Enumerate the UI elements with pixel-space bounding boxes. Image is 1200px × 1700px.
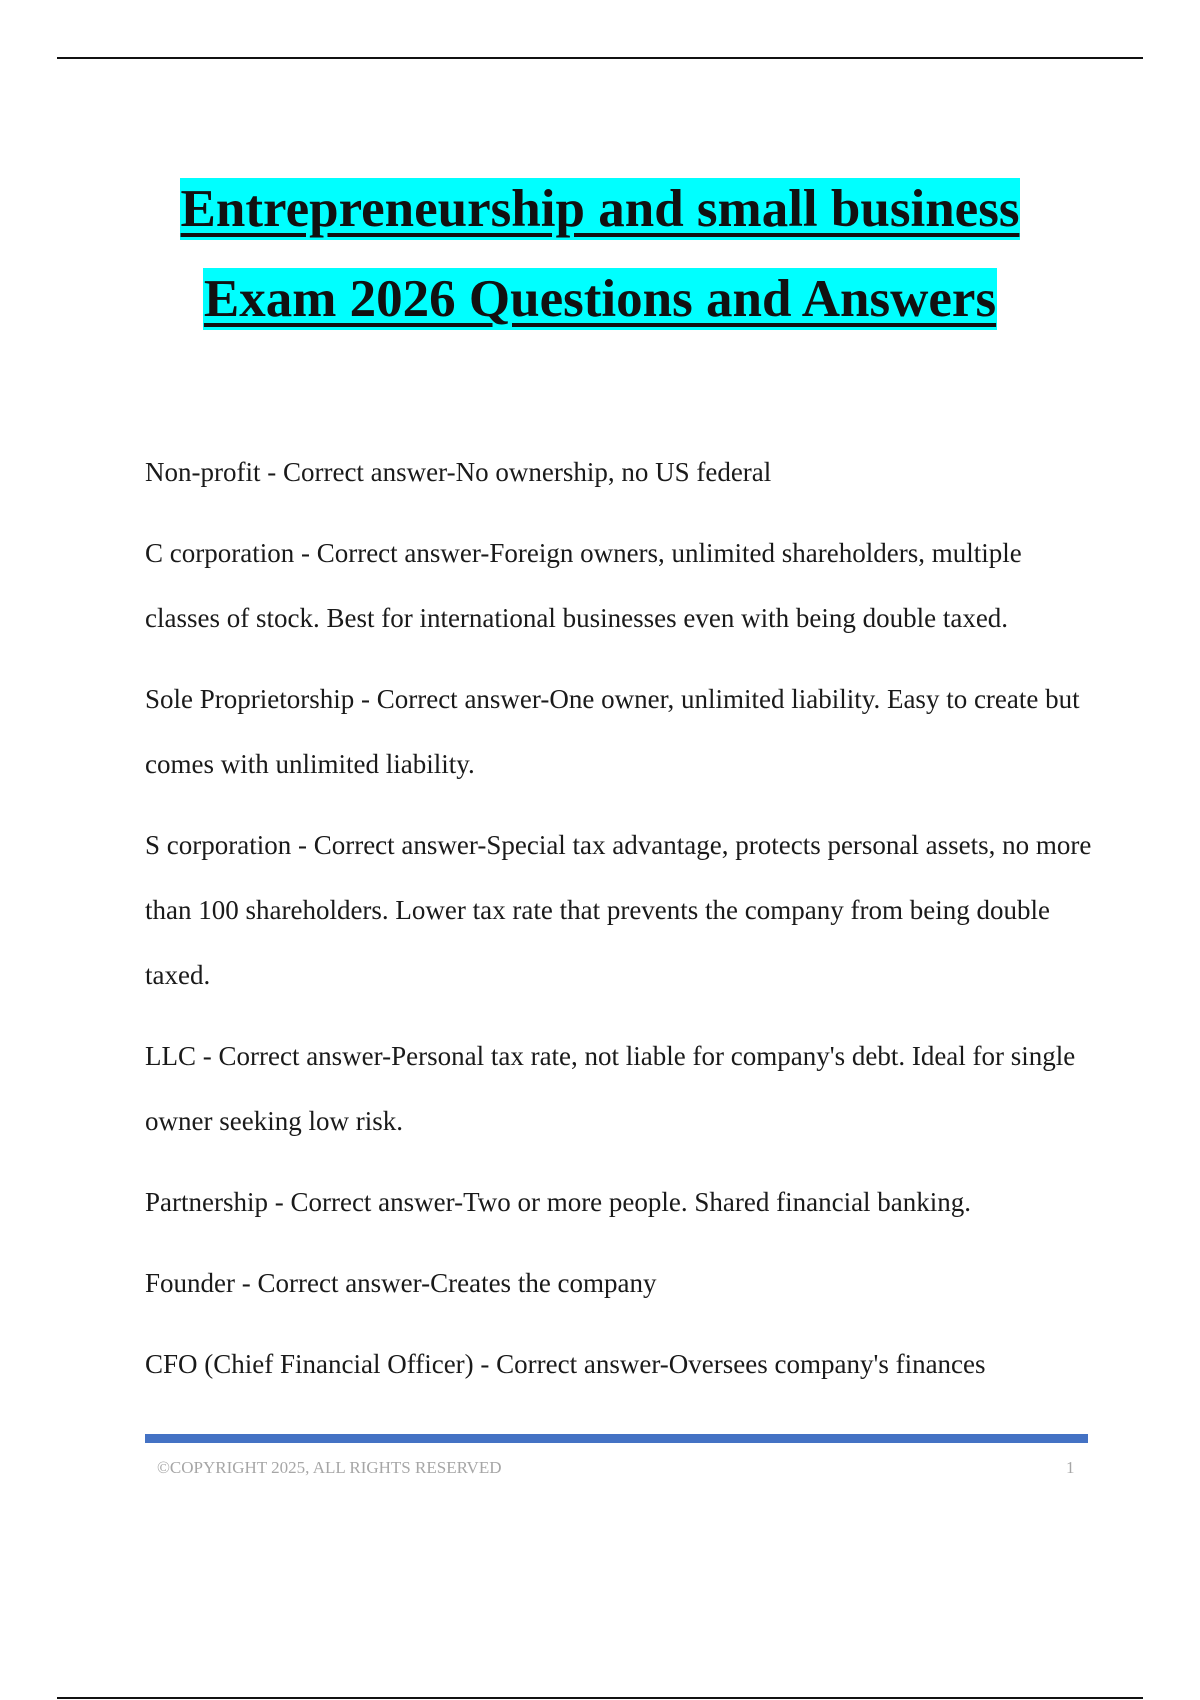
page-number: 1 xyxy=(1066,1458,1075,1477)
qa-entry: Sole Proprietorship - Correct answer-One owner, unlimited liability. Easy to create but comes with unlimited liability. xyxy=(145,684,1080,779)
qa-entry: C corporation - Correct answer-Foreign owners, unlimited shareholders, multiple classes of stock. Best for international businesses even with being double taxed. xyxy=(145,538,1022,633)
title-line-2: Exam 2026 Questions and Answers xyxy=(203,270,997,328)
top-rule xyxy=(57,57,1143,59)
qa-entry: CFO (Chief Financial Officer) - Correct answer-Oversees company's finances xyxy=(145,1349,986,1379)
footer-copyright: ©COPYRIGHT 2025, ALL RIGHTS RESERVED xyxy=(157,1458,502,1477)
document-title xyxy=(0,178,1200,330)
qa-list xyxy=(145,440,1095,1413)
qa-entry: S corporation - Correct answer-Special tax advantage, protects personal assets, no more than 100 shareholders. Lower tax rate that prevents the company from being double taxed. xyxy=(145,830,1092,990)
qa-entry: Founder - Correct answer-Creates the company xyxy=(145,1268,657,1298)
qa-entry: LLC - Correct answer-Personal tax rate, not liable for company's debt. Ideal for single owner seeking low risk. xyxy=(145,1041,1076,1136)
footer-divider xyxy=(145,1434,1088,1443)
qa-entry: Non-profit - Correct answer-No ownership, no US federal xyxy=(145,457,772,487)
qa-entry: Partnership - Correct answer-Two or more people. Shared financial banking. xyxy=(145,1187,972,1217)
title-line-1: Entrepreneurship and small business xyxy=(180,180,1020,238)
bottom-rule xyxy=(57,1697,1143,1699)
